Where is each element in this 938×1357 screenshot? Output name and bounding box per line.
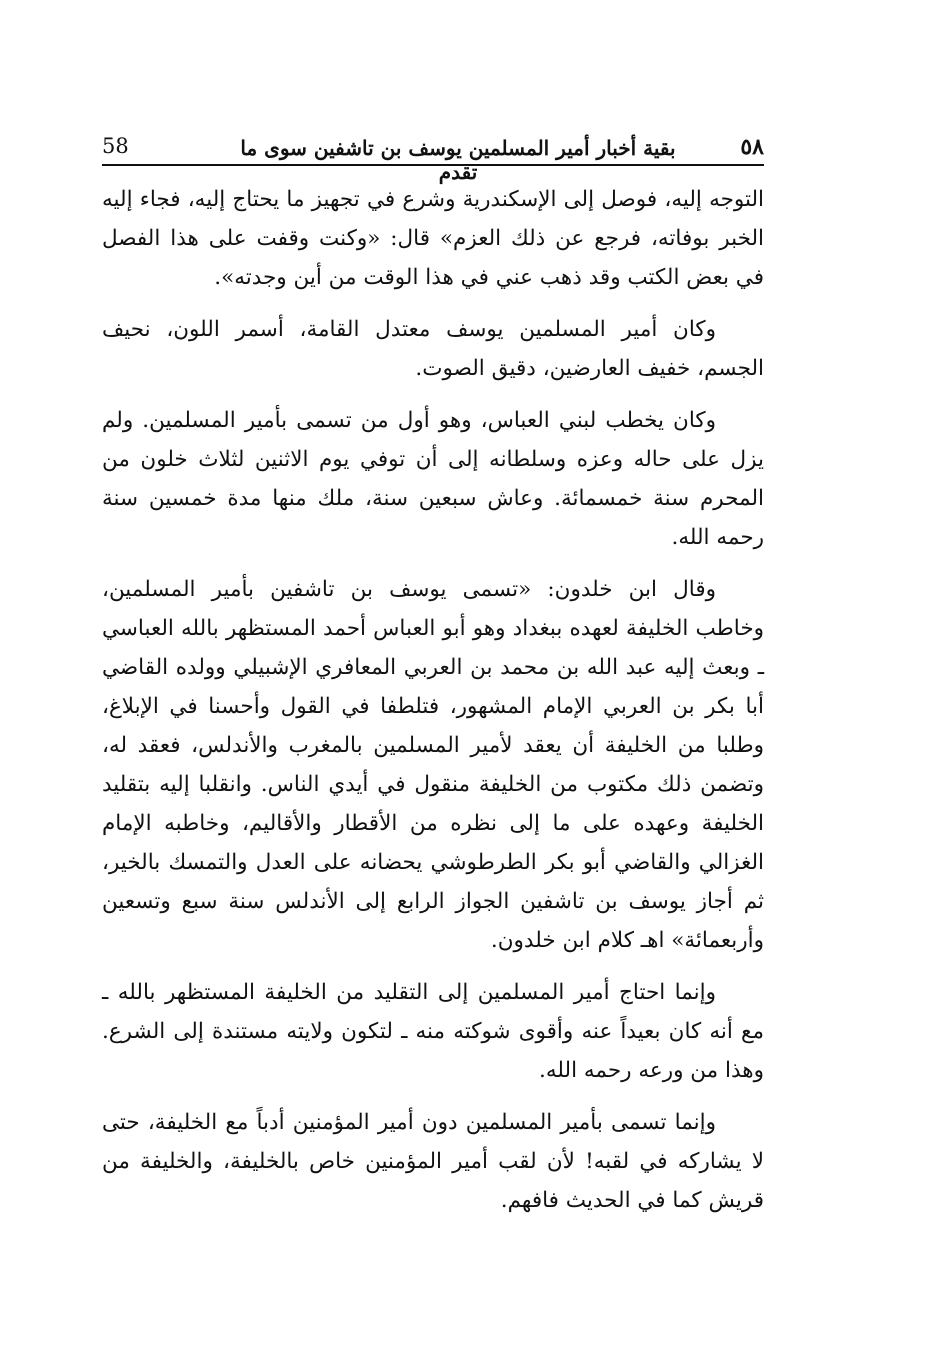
paragraph-4: وقال ابن خلدون: «تسمى يوسف بن تاشفين بأمير المسلمين، وخاطب الخليفة لعهده ببغداد وهو أبو العباس أحمد المستظهر بالله العباسي ـ وبعث إليه عبد الله بن محمد بن العربي المعافري الإشبيلي وولده القاضي أبا بكر بن العربي الإمام المشهور، فتلطفا في القول وأحسنا في الإبلاغ، وطلبا من الخليفة أن يعقد لأمير المسلمين بالمغرب والأندلس، فعقد له، وتضمن ذلك مكتوب من الخليفة منقول في أيدي الناس. وانقلبا إليه بتقليد الخليفة وعهده على ما إلى نظره من الأقطار والأقاليم، وخاطبه الإمام الغزالي والقاضي أبو بكر الطرطوشي يحضانه على العدل والتمسك بالخير، ثم أجاز يوسف بن تاشفين الجواز الرابع إلى الأندلس سنة سبع وتسعين وأربعمائة» اهـ كلام ابن خلدون. xyxy=(102,577,764,953)
paragraph-3: وكان يخطب لبني العباس، وهو أول من تسمى بأمير المسلمين. ولم يزل على حاله وعزه وسلطانه إلى أن توفي يوم الاثنين لثلاث خلون من المحرم سنة خمسمائة. وعاش سبعين سنة، ملك منها مدة خمسين سنة رحمه الله. xyxy=(102,408,764,550)
page-number-latin: 58 xyxy=(102,134,129,158)
page-body xyxy=(102,180,764,1233)
paragraph-1: التوجه إليه، فوصل إلى الإسكندرية وشرع في تجهيز ما يحتاج إليه، فجاء إليه الخبر بوفاته، فرجع عن ذلك العزم» قال: «وكنت وقفت على هذا الفصل في بعض الكتب وقد ذهب عني في هذا الوقت من أين وجدته». xyxy=(102,187,764,290)
paragraph-5: وإنما احتاج أمير المسلمين إلى التقليد من الخليفة المستظهر بالله ـ مع أنه كان بعيداً عنه وأقوى شوكته منه ـ لتكون ولايته مستندة إلى الشرع. وهذا من ورعه رحمه الله. xyxy=(102,980,764,1083)
running-title: بقية أخبار أمير المسلمين يوسف بن تاشفين سوى ما تقدم xyxy=(240,136,676,184)
paragraph-2: وكان أمير المسلمين يوسف معتدل القامة، أسمر اللون، نحيف الجسم، خفيف العارضين، دقيق الصوت. xyxy=(102,317,764,381)
page-header xyxy=(102,134,764,184)
page-number-arabic: ٥٨ xyxy=(740,134,764,160)
paragraph-6: وإنما تسمى بأمير المسلمين دون أمير المؤمنين أدباً مع الخليفة، حتى لا يشاركه في لقبه! لأن لقب أمير المؤمنين خاص بالخليفة، والخليفة من قريش كما في الحديث فافهم. xyxy=(102,1110,764,1213)
